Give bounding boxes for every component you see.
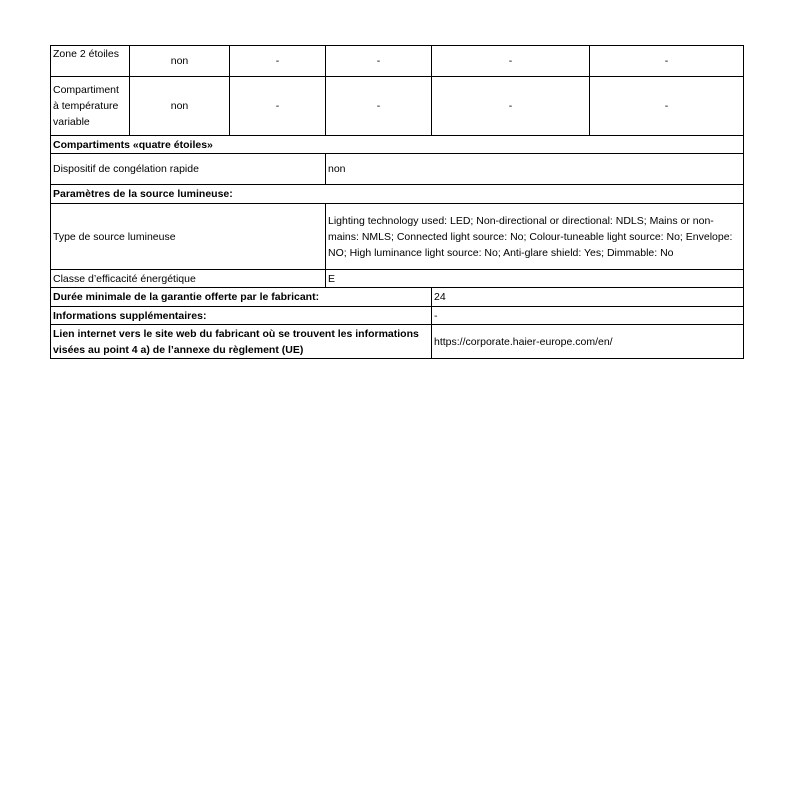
zone2-value-1: non xyxy=(130,46,230,77)
website-label: Lien internet vers le site web du fabricant où se trouvent les informations visées au point 4 a) de l’annexe du règlement (UE) xyxy=(51,325,432,359)
light-type-label: Type de source lumineuse xyxy=(51,204,326,270)
four-star-heading-row xyxy=(51,136,744,154)
light-params-heading: Paramètres de la source lumineuse: xyxy=(51,185,744,204)
fast-freeze-value: non xyxy=(326,154,744,185)
fast-freeze-label: Dispositif de congélation rapide xyxy=(51,154,326,185)
warranty-value: 24 xyxy=(432,288,744,307)
light-type-value: Lighting technology used: LED; Non-directional or directional: NDLS; Mains or non-mains: NMLS; Connected light source: No; Colour-tuneable light source: No; Envelope: NO; High luminance light source: No; Anti-glare shield: Yes; Dimmable: No xyxy=(326,204,744,270)
zone2-row xyxy=(51,46,744,77)
extra-info-row xyxy=(51,307,744,325)
extra-info-label: Informations supplémentaires: xyxy=(51,307,432,325)
website-value: https://corporate.haier-europe.com/en/ xyxy=(432,325,744,359)
zone2-value-5: - xyxy=(590,46,744,77)
zone2-value-3: - xyxy=(326,46,432,77)
warranty-row xyxy=(51,288,744,307)
energy-class-label: Classe d’efficacité énergétique xyxy=(51,270,326,288)
comp-temp-value-3: - xyxy=(326,77,432,136)
zone2-label: Zone 2 étoiles xyxy=(51,46,130,77)
comp-temp-value-1: non xyxy=(130,77,230,136)
light-type-row xyxy=(51,204,744,270)
comp-temp-row xyxy=(51,77,744,136)
light-params-heading-row xyxy=(51,185,744,204)
comp-temp-value-2: - xyxy=(230,77,326,136)
extra-info-value: - xyxy=(432,307,744,325)
website-row xyxy=(51,325,744,359)
comp-temp-value-5: - xyxy=(590,77,744,136)
zone2-value-2: - xyxy=(230,46,326,77)
energy-class-row xyxy=(51,270,744,288)
four-star-heading: Compartiments «quatre étoiles» xyxy=(51,136,744,154)
energy-class-value: E xyxy=(326,270,744,288)
fast-freeze-row xyxy=(51,154,744,185)
zone2-value-4: - xyxy=(432,46,590,77)
product-info-sheet xyxy=(50,45,743,359)
comp-temp-value-4: - xyxy=(432,77,590,136)
warranty-label: Durée minimale de la garantie offerte par le fabricant: xyxy=(51,288,432,307)
comp-temp-label: Compartiment à température variable xyxy=(51,77,130,136)
product-info-table xyxy=(50,45,744,359)
